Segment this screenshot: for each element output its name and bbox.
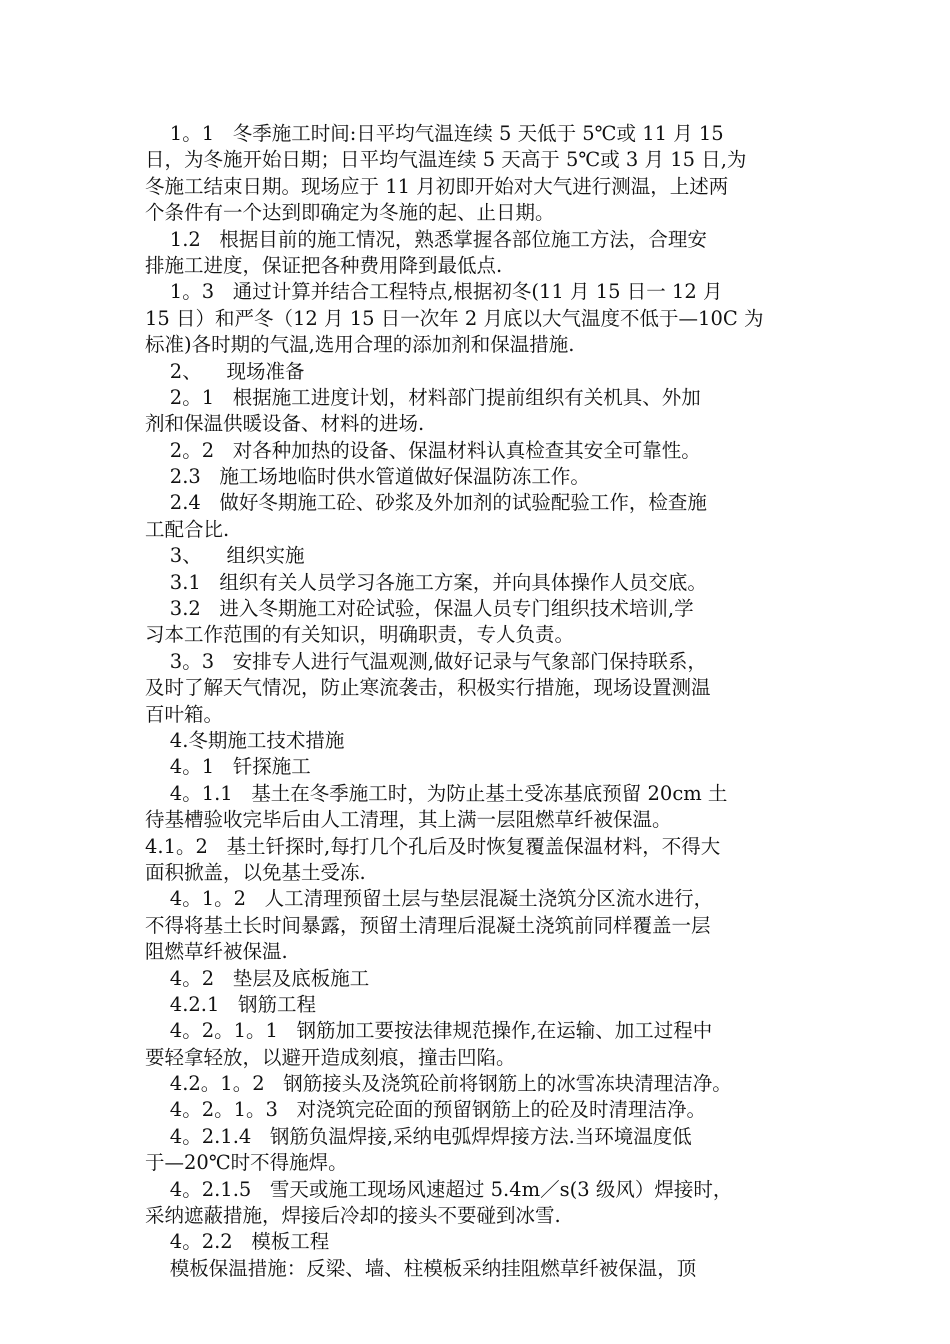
- subsection-heading: 4。2 垫层及底板施工: [145, 966, 370, 990]
- text-line: 1。3 通过计算并结合工程特点,根据初冬(11 月 15 日一 12 月: [145, 280, 723, 304]
- text-line: 习本工作范围的有关知识，明确职责，专人负责。: [145, 623, 575, 647]
- text-line: 个条件有一个达到即确定为冬施的起、止日期。: [145, 201, 555, 225]
- text-line: 阻燃草纤被保温.: [145, 940, 288, 964]
- text-line: 模板保温措施：反梁、墙、柱模板采纳挂阻燃草纤被保温，顶: [145, 1256, 697, 1280]
- text-line: 不得将基土长时间暴露，预留土清理后混凝土浇筑前同样覆盖一层: [145, 913, 711, 937]
- document-body: [145, 121, 815, 1282]
- text-line: 面积掀盖，以免基土受冻.: [145, 860, 366, 884]
- text-line: 4.2。1。2 钢筋接头及浇筑砼前将钢筋上的冰雪冻块清理洁净。: [145, 1072, 732, 1096]
- text-line: 采纳遮蔽措施，焊接后冷却的接头不要碰到冰雪.: [145, 1204, 561, 1228]
- text-line: 工配合比.: [145, 517, 230, 541]
- text-line: 待基槽验收完毕后由人工清理，其上满一层阻燃草纤被保温。: [145, 808, 672, 832]
- text-line: 4。2.1.4 钢筋负温焊接,采纳电弧焊焊接方法.当环境温度低: [145, 1124, 692, 1148]
- section-heading: 3、 组织实施: [145, 544, 305, 568]
- text-line: 排施工进度，保证把各种费用降到最低点.: [145, 253, 503, 277]
- text-line: 及时了解天气情况，防止寒流袭击，积极实行措施，现场设置测温: [145, 676, 711, 700]
- text-line: 4。2。1。1 钢筋加工要按法律规范操作,在运输、加工过程中: [145, 1019, 713, 1043]
- text-line: 2.3 施工场地临时供水管道做好保温防冻工作。: [145, 465, 590, 489]
- text-line: 冬施工结束日期。现场应于 11 月初即开始对大气进行测温，上述两: [145, 174, 729, 198]
- section-heading: 4.冬期施工技术措施: [145, 728, 345, 752]
- section-heading: 2、 现场准备: [145, 359, 305, 383]
- text-line: 2。1 根据施工进度计划，材料部门提前组织有关机具、外加: [145, 385, 701, 409]
- text-line: 剂和保温供暖设备、材料的进场.: [145, 412, 425, 436]
- subsection-heading: 4.2.1 钢筋工程: [145, 992, 317, 1016]
- subsection-heading: 4。1 钎探施工: [145, 755, 311, 779]
- text-line: 3.2 进入冬期施工对砼试验，保温人员专门组织技术培训,学: [145, 597, 694, 621]
- text-line: 2。2 对各种加热的设备、保温材料认真检查其安全可靠性。: [145, 438, 701, 462]
- text-line: 要轻拿轻放，以避开造成刻痕，撞击凹陷。: [145, 1045, 516, 1069]
- text-line: 于—20℃时不得施焊。: [145, 1151, 348, 1175]
- text-line: 4。2.1.5 雪天或施工现场风速超过 5.4m／s(3 级风）焊接时，: [145, 1177, 733, 1201]
- text-line: 标准)各时期的气温,选用合理的添加剂和保温措施.: [145, 333, 575, 357]
- text-line: 4。1.1 基土在冬季施工时，为防止基土受冻基底预留 20cm 土: [145, 781, 728, 805]
- text-line: 15 日）和严冬（12 月 15 日一次年 2 月底以大气温度不低于—10C 为: [145, 306, 764, 330]
- text-line: 4。1。2 人工清理预留土层与垫层混凝土浇筑分区流水进行，: [145, 887, 714, 911]
- text-line: 1。1 冬季施工时间:日平均气温连续 5 天低于 5℃或 11 月 15: [145, 122, 724, 145]
- text-line: 1.2 根据目前的施工情况，熟悉掌握各部位施工方法，合理安: [145, 227, 707, 251]
- text-line: 4.1。2 基土钎探时,每打几个孔后及时恢复覆盖保温材料，不得大: [145, 834, 721, 858]
- subsection-heading: 4。2.2 模板工程: [145, 1230, 330, 1254]
- text-line: 百叶箱。: [145, 702, 224, 726]
- text-line: 3.1 组织有关人员学习各施工方案，并向具体操作人员交底。: [145, 570, 707, 594]
- text-line: 4。2。1。3 对浇筑完砼面的预留钢筋上的砼及时清理洁净。: [145, 1098, 707, 1122]
- text-line: 3。3 安排专人进行气温观测,做好记录与气象部门保持联系，: [145, 649, 707, 673]
- text-line: 2.4 做好冬期施工砼、砂浆及外加剂的试验配验工作，检查施: [145, 491, 707, 515]
- text-line: 日，为冬施开始日期；日平均气温连续 5 天高于 5℃或 3 月 15 日,为: [145, 148, 747, 172]
